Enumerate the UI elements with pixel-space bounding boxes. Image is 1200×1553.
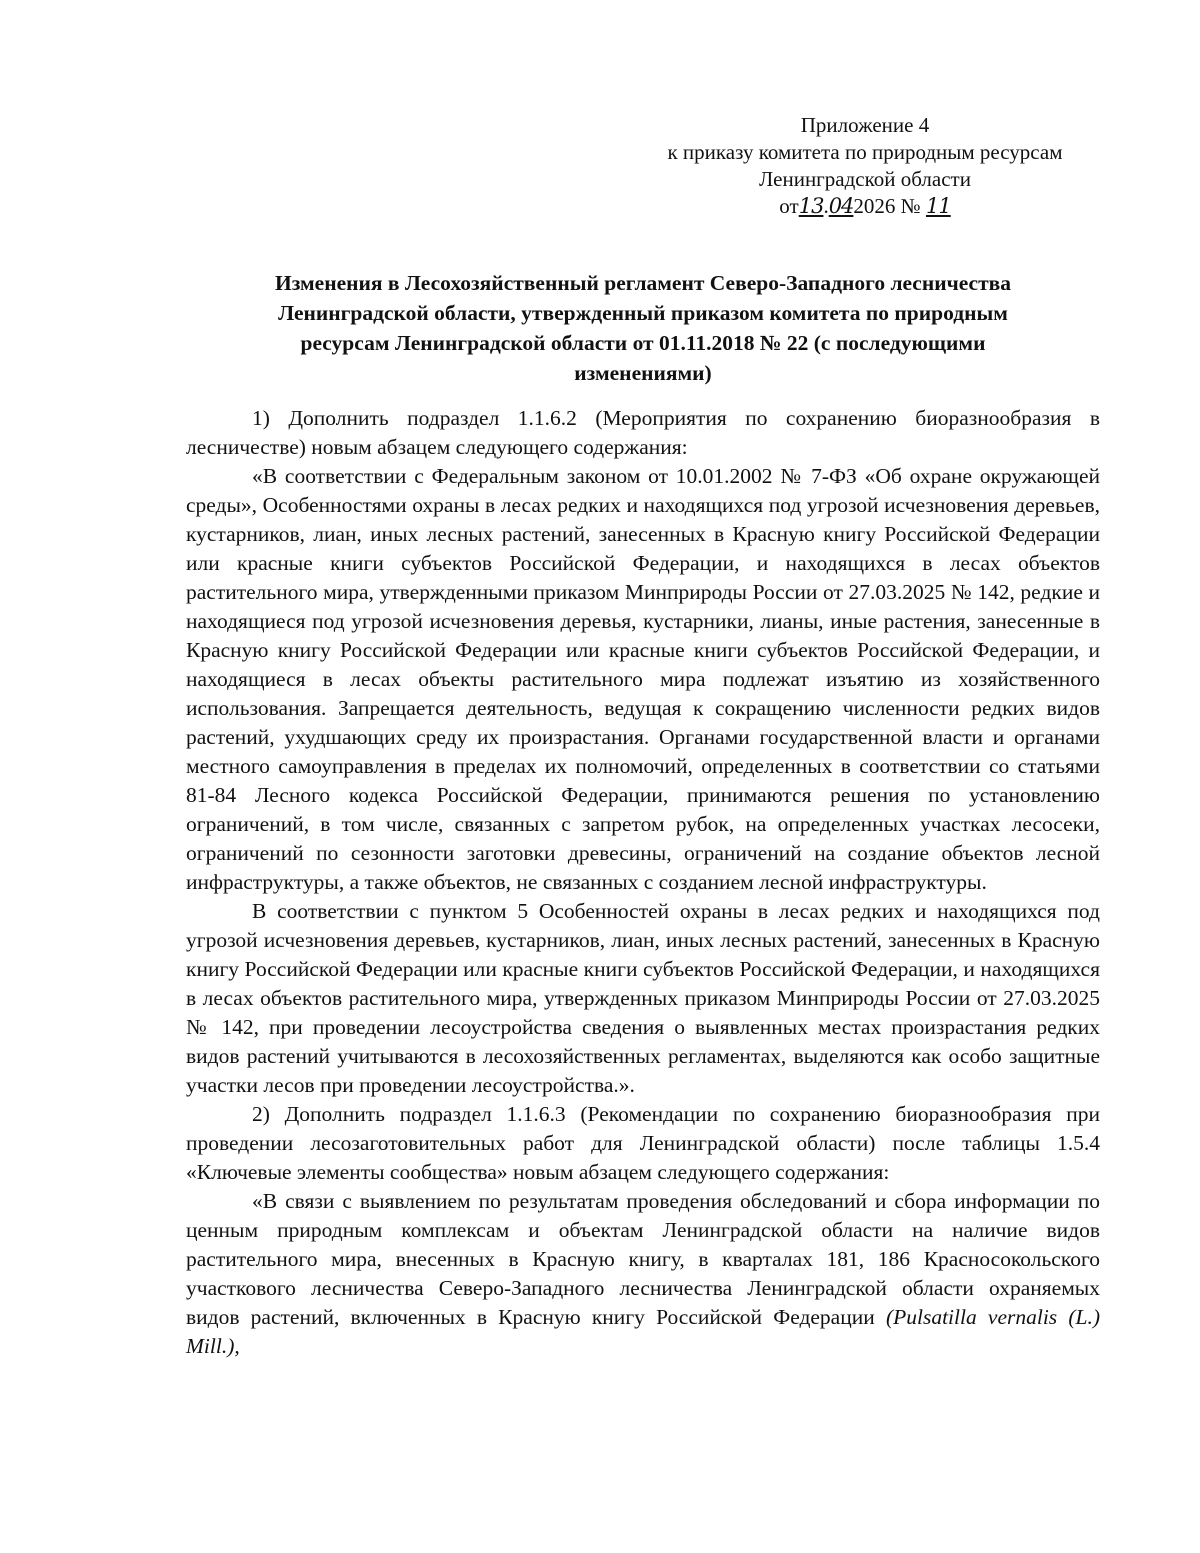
number-label: № — [900, 194, 921, 218]
document-title — [186, 268, 1100, 388]
title-line-3: ресурсам Ленинградской области от 01.11.2018 № 22 (с последующими — [300, 331, 986, 355]
annex-order-ref: к приказу комитета по природным ресурсам — [667, 140, 1063, 164]
paragraph-item-1: 1) Дополнить подраздел 1.1.6.2 (Мероприятия по сохранению биоразнообразия в лесничестве) новым абзацем следующего содержания: — [186, 406, 1100, 459]
annex-title: Приложение 4 — [800, 113, 930, 137]
date-day-handwritten: 13 — [798, 194, 824, 218]
paragraph-point-5: В соответствии с пунктом 5 Особенностей охраны в лесах редких и находящихся под угрозой исчезновения деревьев, кустарников, лиан, иных лесных растений, занесенных в Красную книгу Российской Федерации или красные книги субъектов Российской Федерации, и находящихся в лесах объектов растительного мира, утвержденных приказом Минприроды России от 27.03.2025 № 142, при проведении лесоустройства сведения о выявленных местах произрастания редких видов растений учитываются в лесохозяйственных регламентах, выделяются как особо защитные участки лесов при проведении лесоустройства.». — [186, 899, 1100, 1097]
title-line-4: изменениями) — [574, 361, 712, 385]
annex-region: Ленинградской области — [759, 167, 971, 191]
title-line-2: Ленинградской области, утвержденный приказом комитета по природным — [278, 301, 1008, 325]
title-line-1: Изменения в Лесохозяйственный регламент Северо-Западного лесничества — [274, 271, 1012, 295]
date-month-handwritten: 04 — [828, 194, 854, 218]
paragraph-quote-1: «В соответствии с Федеральным законом от 10.01.2002 № 7-ФЗ «Об охране окружающей среды», Особенностями охраны в лесах редких и находящихся под угрозой исчезновения деревьев, кустарников, лиан, иных лесных растений, занесенных в Красную книгу Российской Федерации или красные книги субъектов Российской Федерации, и находящихся в лесах объектов растительного мира, утвержденными приказом Минприроды России от 27.03.2025 № 142, редкие и находящиеся под угрозой исчезновения деревья, кустарники, лианы, иные растения, занесенные в Красную книгу Российской Федерации или красные книги субъектов Российской Федерации, и находящиеся в лесах объекты растительного мира подлежат изъятию из хозяйственного использования. Запрещается деятельность, ведущая к сокращению численности редких видов растений, ухудшающих среду их произрастания. Органами государственной власти и органами местного самоуправления в пределах их полномочий, определенных в соответствии со статьями 81-84 Лесного кодекса Российской Федерации, принимаются решения по установлению ограничений, в том числе, связанных с запретом рубок, на определенных участках лесосеки, ограничений по сезонности заготовки древесины, ограничений на создание объектов лесной инфраструктуры, а также объектов, не связанных с созданием лесной инфраструктуры. — [186, 464, 1100, 894]
latin-species-name: (Pulsatilla vernalis (L.) Mill.), — [186, 1305, 1100, 1358]
annex-date-line — [640, 193, 1090, 220]
document-body — [186, 404, 1100, 1361]
paragraph-quote-2 — [186, 1187, 1100, 1361]
date-prefix: от — [779, 194, 799, 218]
paragraph-item-2: 2) Дополнить подраздел 1.1.6.3 (Рекомендации по сохранению биоразнообразия при проведении лесозаготовительных работ для Ленинградской области) после таблицы 1.5.4 «Ключевые элементы сообщества» новым абзацем следующего содержания: — [186, 1102, 1100, 1184]
date-year: 2026 — [853, 194, 896, 218]
annex-header — [640, 112, 1090, 220]
date-separator: . — [823, 194, 829, 218]
number-handwritten: 11 — [925, 194, 951, 218]
quote-2-text: «В связи с выявлением по результатам проведения обследований и сбора информации по ценным природным комплексам и объектам Ленинградской области на наличие видов растительного мира, внесенных в Красную книгу, в кварталах 181, 186 Красносокольского участкового лесничества Северо-Западного лесничества Ленинградской области охраняемых видов растений, включенных в Красную книгу Российской Федерации — [186, 1189, 1100, 1329]
